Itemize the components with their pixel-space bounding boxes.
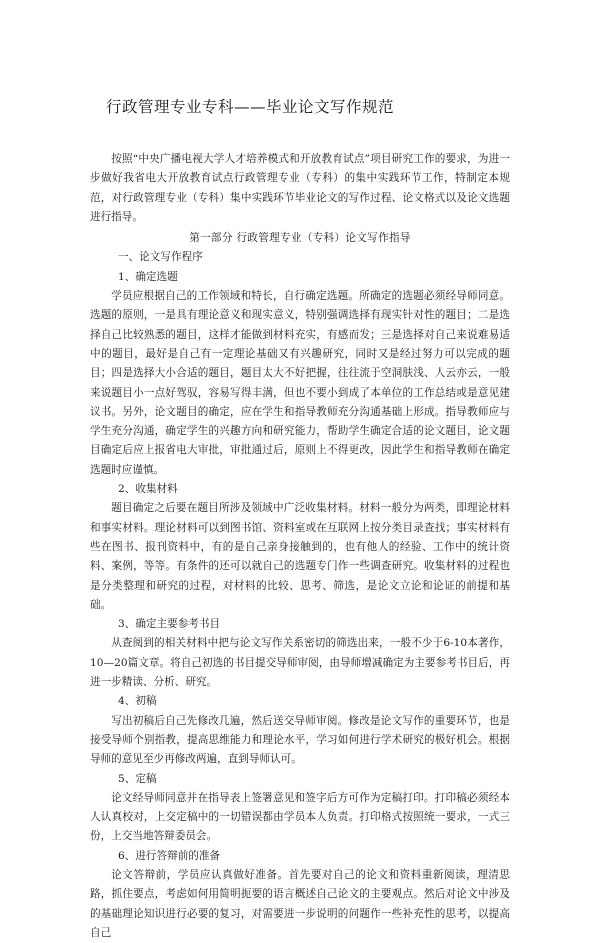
step-paragraph-4: 写出初稿后自己先修改几遍，然后送交导师审阅。修改是论文写作的重要环节，也是接受导师个别指教，提高思维能力和理论水平，学习如何进行学术研究的极好机会。根据导师的意见至少再修改两遍，直到导师认可。 [90,714,510,766]
document-body [90,150,510,943]
step-paragraph-2: 题目确定之后要在题目所涉及领域中广泛收集材料。材料一般分为两类，即理论材料和事实材料。理论材料可以到图书馆、资料室或在互联网上按分类目录查找；事实材料有些在图书、报刊资料中，有的是自己亲身接触到的，也有他人的经验、工作中的统计资料、案例，等等。有条件的还可以就自己的选题专门作一些调查研究。收集材料的过程也是分类整理和研究的过程，对材料的比较、思考、筛选，是论文立论和论证的前提和基础。 [90,502,510,611]
step-paragraph-1: 学员应根据自己的工作领域和特长，自行确定选题。所确定的选题必须经导师同意。选题的原则，一是具有理论意义和现实意义，特别强调选择有现实针对性的题目；二是选择自己比较熟悉的题目，这样才能做到材料充实，有感而发；三是选择对自己来说难易适中的题目，最好是自己有一定理论基础又有兴趣研究，同时又是经过努力可以完成的题目；四是选择大小合适的题目，题目太大不好把握，往往流于空洞肤浅、人云亦云，一般来说题目小一点好驾驭，容易写得丰满，但也不要小到成了本单位的工作总结或是意见建议书。另外，论文题目的确定，应在学生和指导教师充分沟通基础上形成。指导教师应与学生充分沟通，确定学生的兴趣方向和研究能力，帮助学生确定合适的论文题目，论文题目确定后应上报省电大审批，审批通过后，原则上不得更改，因此学生和指导教师在确定选题时应谨慎。 [90,290,510,476]
step-heading-5: 5、定稿 [118,772,157,785]
step-paragraph-6: 论文答辩前，学员应认真做好准备。首先要对自己的论文和资料重新阅读，理清思路，抓住要点，考虑如何用简明扼要的语言概述自己论文的主要观点。然后对论文中涉及的基础理论知识进行必要的复习，对需要进一步说明的问题作一些补充性的思考，以提高自己 [90,868,510,939]
step-heading-6: 6、进行答辩前的准备 [118,849,221,862]
step-paragraph-3: 从查阅到的相关材料中把与论文写作关系密切的筛选出来，一般不少于6-10本著作，10—20篇文章。将自己初选的书目提交导师审阅，由导师增减确定为主要参考书目后，再进一步精读、分析、研究。 [90,637,510,689]
intro-paragraph: 按照“中央广播电视大学人才培养模式和开放教育试点”项目研究工作的要求，为进一步做好我省电大开放教育试点行政管理专业（专科）的集中实践环节工作，特制定本规范，对行政管理专业（专科）集中实践环节毕业论文的写作过程、论文格式以及论文选题进行指导。 [90,153,510,223]
step-heading-1: 1、确定选题 [118,270,178,283]
step-heading-3: 3、确定主要参考书目 [118,618,221,631]
step-heading-2: 2、收集材料 [118,483,178,496]
section-heading: 一、论文写作程序 [118,251,203,264]
document-title: 行政管理专业专科——毕业论文写作规范 [106,98,395,116]
part-title: 第一部分 行政管理专业（专科）论文写作指导 [189,232,411,245]
step-heading-4: 4、初稿 [118,695,157,708]
step-paragraph-5: 论文经导师同意并在指导表上签署意见和签字后方可作为定稿打印。打印稿必须经本人认真校对，上交定稿中的一切错误都由学员本人负责。打印格式按照统一要求，一式三份，上交当地答辩委员会。 [90,791,510,843]
